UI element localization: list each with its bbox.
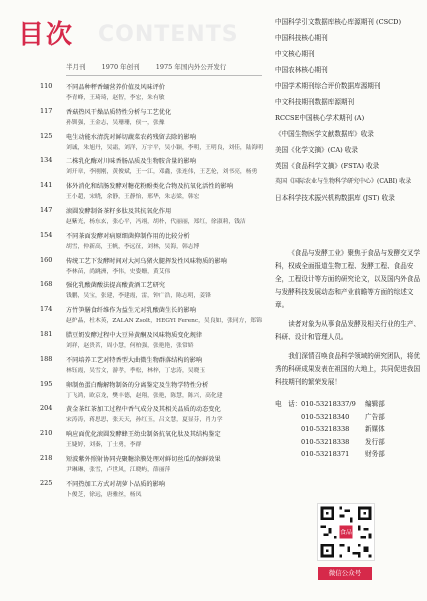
toc-authors: 刘诚，朱旭丹，吴霜，刘洋，万宇平，吴小颖，李明，王明良，刘佳，陆海明 [66,144,264,151]
toc-authors: 赵炉晶，杜木英，ZALAN Zsolt，HEGYI Ferenc，吴良如，张同方，郑锦 [66,318,262,325]
indexing-item: 英国《食品科学文摘》(FSTA) 收录 [275,162,380,170]
toc-list [40,80,264,502]
indexing-item: 日本科学技术振兴机构数据库 (JST) 收录 [275,194,395,202]
toc-title: 体外消化和结肠发酵对糖花粉酚类化合物及抗氧化活性的影响 [66,183,234,191]
toc-authors: 赵紫光，杨东玄，张心平，冯翊，胡朴，代丽丽，郑红，徐淑莉，钱洁 [66,218,246,225]
phone-number: 010-53218371 [301,450,350,458]
intro-paragraph: 《食品与发酵工业》聚焦于食品与发酵交叉学科，权威全面报道生物工程、发酵工程、食品安全，工程设计等方面的研究论文，以及国内外食品与发酵科技发展动态和产业前瞻等方面的综述文章。 [275,249,421,309]
wechat-caption: 微信公众号 [318,567,372,580]
toc-title: 二株乳化酶对川味香肠品质及生物胺含量的影响 [66,158,196,166]
contact-row [275,448,425,461]
distribution: 1975 年国内外公开发行 [155,63,227,71]
toc-authors: 胡雪，仲新高，王帆，李远征，刘林，吴海，韩志博 [66,243,200,250]
toc-page: 141 [40,181,53,190]
toc-page: 210 [40,429,53,438]
toc-authors: 钱鹏，吴宝，张建，李建霞，雷，钟广浩，陈志明，姜锋 [66,293,211,300]
toc-title: 强化乳酸菌酸法提高酸黄酒工艺研究 [66,282,165,290]
journal-intro [275,247,425,395]
toc-entry[interactable] [40,378,264,403]
toc-entry[interactable] [40,130,264,155]
toc-authors: 王小超，宋晓，余静，王静怡，邢华，朱志梁，韩宏 [66,194,200,201]
toc-page: 147 [40,205,53,214]
toc-entry[interactable] [40,278,264,303]
contact-row [275,436,425,449]
toc-title: 不同茶面发酵对病原细菌抑制作用的比较分析 [66,232,190,240]
toc-title: 腊豆奶发酵过程中大豆异黄酮及风味物质变化规律 [66,331,203,339]
toc-page: 188 [40,354,53,363]
toc-entry[interactable] [40,303,264,328]
toc-page: 160 [40,255,53,264]
toc-title: 短波紫外照射协同壳聚糖涂膜处理对鲜切丝瓜的保鲜效果 [66,455,221,463]
toc-authors: 李林苗，尚跳洲，李伟，史姿姗，黄艾伟 [66,268,171,275]
frequency: 半月刊 [66,63,86,71]
toc-title: 响应面优化滚圆发酵蜂王幼虫制备抗氧化肽及其结构鉴定 [66,431,221,439]
contact-row [275,423,425,436]
phone-number: 010-53218338 [301,437,350,446]
phone-label: 电 话： [275,400,302,408]
toc-page: 174 [40,305,53,314]
toc-authors: 孙钏强，王金志，吴珊珊，侯一，张豫 [66,119,165,126]
toc-page: 225 [40,478,53,487]
toc-entry[interactable] [40,452,264,477]
founded: 1970 年创刊 [101,63,140,71]
toc-page: 110 [40,82,53,90]
divider [66,75,262,76]
indexing-item: 中文科技期刊数据库源期刊 [275,98,355,106]
indexing-item: 英国《国际农业与生物科学研究中心》(CABI) 收录 [275,178,412,185]
department: 财务部 [365,450,385,458]
toc-page: 168 [40,280,53,289]
toc-page: 125 [40,131,53,140]
toc-page: 181 [40,329,53,338]
contact-row [275,411,425,424]
title-row [18,12,268,52]
phone-number: 010-53218337/9 [301,400,356,408]
indexing-item: 中国农林核心期刊 [275,66,328,74]
toc-authors: 林钰霞，吴雪文，游孝，季松，林梓，丁忠涛，吴晓玉 [66,367,206,374]
toc-entry[interactable] [40,353,264,378]
toc-authors: 刘开章，李刚刚，黄俊斌，王一江，邓鑫，张连伟，王艺伦，刘书亮，杨勇 [66,169,258,176]
toc-title: 不同培养工艺对特香型大曲微生物群落结构的影响 [66,356,203,364]
page-title-en: CONTENTS [98,22,239,47]
indexing-item: 中国学术期刊综合评价数据库源期刊 [275,82,381,90]
toc-entry[interactable] [40,402,264,427]
indexing-item: 中国科技核心期刊 [275,34,328,42]
toc-title: 卵制鱼蛋白酶解物制备的分离鉴定及生物学特性分析 [66,381,209,389]
indexing-item: 中文核心期刊 [275,50,315,58]
journal-info [66,62,240,71]
toc-page: 134 [40,156,53,165]
toc-page: 218 [40,453,53,462]
toc-entry[interactable] [40,427,264,452]
toc-entry[interactable] [40,154,264,179]
toc-title: 香菇热风干燥品质特性分析与工艺优化 [66,108,172,116]
toc-title: 传统工艺下发酵时间对大河乌猪火腿挥发性风味物质的影响 [66,257,227,265]
indexing-item: 《中国生物医学文献数据库》收录 [275,130,374,138]
toc-authors: 尹琳琳，张雪，卢世风，江晓屿，薛丽萍 [66,466,171,473]
toc-page: 117 [40,106,53,115]
contact-row [275,398,425,411]
toc-entry[interactable] [40,105,264,130]
toc-title: 滚圆发酵制备茶籽多肽及其抗氧化作用 [66,207,172,215]
toc-title: 黄金茶红茶加工过程中香气成分及其相关品质的动态变化 [66,406,221,414]
toc-title: 电生动能水清洗对鲜切蔬菜农药残留去除的影响 [66,133,196,141]
indexing-item: 中国科学引文数据库核心库源期刊 (CSCD) [275,18,402,26]
toc-page: 204 [40,404,53,413]
info-column [265,0,427,601]
toc-title: 不同热加工方式对胡萝卜品质的影响 [66,480,165,488]
toc-authors: 王婕婷，刘秦，丁士勇，李群 [66,442,142,449]
phone-number: 010-53218338 [301,425,350,433]
qr-code-icon[interactable] [317,503,375,561]
toc-entry[interactable] [40,179,264,204]
toc-entry[interactable] [40,80,264,105]
toc-entry[interactable] [40,204,264,229]
toc-title: 不同品种秤香蛹营养价值及风味评价 [66,84,165,91]
page-title: 目次 [18,20,75,50]
toc-page: 154 [40,230,53,239]
contact-list [275,398,425,461]
toc-authors: 李青峰，王琦琦，赵智，李宏，朱有敏 [66,95,165,101]
indexing-item: RCCSE中国核心学术期刊 (A) [275,114,365,122]
indexing-item: 美国《化学文摘》(CA) 收录 [275,146,358,154]
toc-page: 195 [40,379,53,388]
department: 新媒体 [365,425,385,433]
toc-authors: 卜俊芝，徐远，唐雅丝，杨凤 [66,491,142,498]
toc-entry[interactable] [40,328,264,353]
toc-entry[interactable] [40,254,264,279]
toc-authors: 刘祥，赵贵茗，周小慧，何柏强，张艳艳，张常娇 [66,342,194,349]
department: 编辑部 [365,400,385,408]
intro-paragraph: 读者对象为从事食品发酵及相关行业的生产、科研、设计和管理人员。 [275,320,421,341]
department: 发行部 [365,437,385,446]
toc-entry[interactable] [40,477,264,502]
phone-number: 010-53218340 [301,412,350,421]
toc-authors: 丁飞鸿，欧京龙，樊丰德，赵翔，张艳，陈慧，陈兴，高化建 [66,392,223,399]
toc-authors: 宋涛涛，蒋思思，张天天，孙红玉，吕文慧，夏显芬，肖力学 [66,417,223,424]
qr-logo-text: 食品 [340,530,352,537]
toc-title: 方竹笋膳食纤维作为益生元对乳酸菌生长的影响 [66,307,196,315]
indexing-list [275,14,427,206]
intro-paragraph: 我们深情召唤食品科学领域的研究团队，将优秀的科研成果发表在祖国的大地上，共同促进我国科技期刊的繁荣发展！ [275,352,421,386]
department: 广告部 [365,412,385,421]
toc-entry[interactable] [40,229,264,254]
